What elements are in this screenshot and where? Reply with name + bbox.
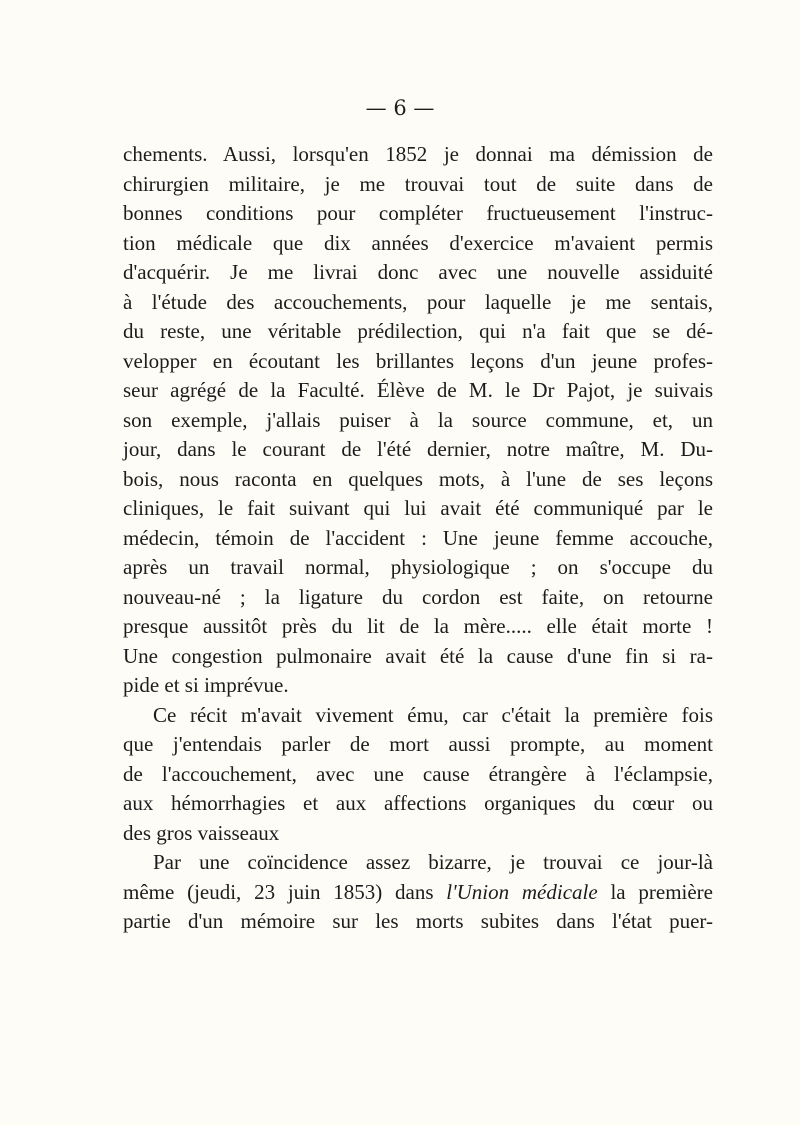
text-line-2: chirurgien militaire, je me trouvai tout de suite dans de bbox=[123, 171, 713, 196]
text-line-26-start: même (jeudi, 23 juin 1853) dans bbox=[123, 879, 434, 904]
text-line-1: chements. Aussi, lorsqu'en 1852 je donnai ma démission de bbox=[123, 142, 713, 166]
text-line-21: que j'entendais parler de mort aussi prompte, au moment bbox=[123, 732, 713, 756]
text-line-10: son exemple, j'allais puiser à la source commune, et, un bbox=[123, 407, 713, 432]
page-number: — 6 — bbox=[365, 96, 435, 120]
text-line-13: cliniques, le fait suivant qui lui avait été communiqué par le bbox=[123, 496, 713, 520]
text-line-22: de l'accouchement, avec une cause étrangère à l'éclampsie, bbox=[123, 761, 713, 786]
text-line-25: Par une coïncidence assez bizarre, je trouvai ce jour-là bbox=[153, 850, 713, 874]
text-line-23: aux hémorrhagies et aux affections organiques du cœur ou bbox=[123, 791, 713, 815]
text-line-20: Ce récit m'avait vivement ému, car c'était la première fois bbox=[153, 702, 713, 727]
text-line-12: bois, nous raconta en quelques mots, à l'une de ses leçons bbox=[123, 466, 713, 491]
text-line-7: du reste, une véritable prédilection, qui n'a fait que se dé- bbox=[123, 319, 713, 343]
text-line-27: partie d'un mémoire sur les morts subites dans l'état puer- bbox=[123, 909, 713, 933]
text-line-26 bbox=[123, 878, 713, 908]
text-line-6: à l'étude des accouchements, pour laquelle je me sentais, bbox=[123, 289, 713, 314]
text-line-11: jour, dans le courant de l'été dernier, notre maître, M. Du- bbox=[123, 437, 713, 461]
text-line-18: Une congestion pulmonaire avait été la cause d'une fin si ra- bbox=[123, 643, 713, 668]
journal-title: l'Union médicale bbox=[446, 879, 598, 904]
text-line-15: après un travail normal, physiologique ; on s'occupe du bbox=[123, 555, 713, 579]
text-line-5: d'acquérir. Je me livrai donc avec une nouvelle assiduité bbox=[123, 260, 713, 284]
text-line-4: tion médicale que dix années d'exercice m'avaient permis bbox=[123, 230, 713, 255]
text-line-9: seur agrégé de la Faculté. Élève de M. le Dr Pajot, je suivais bbox=[123, 378, 713, 402]
text-line-19: pide et si imprévue. bbox=[123, 673, 289, 697]
text-line-24: des gros vaisseaux bbox=[123, 820, 280, 845]
text-line-8: velopper en écoutant les brillantes leçons d'un jeune profes- bbox=[123, 348, 713, 373]
body-text bbox=[123, 140, 713, 937]
text-line-26-end: la première bbox=[610, 879, 713, 904]
text-line-14: médecin, témoin de l'accident : Une jeune femme accouche, bbox=[123, 525, 713, 550]
text-line-16: nouveau-né ; la ligature du cordon est faite, on retourne bbox=[123, 584, 713, 609]
text-line-3: bonnes conditions pour compléter fructueusement l'instruc- bbox=[123, 201, 713, 225]
text-line-17: presque aussitôt près du lit de la mère..... elle était morte ! bbox=[123, 614, 713, 638]
